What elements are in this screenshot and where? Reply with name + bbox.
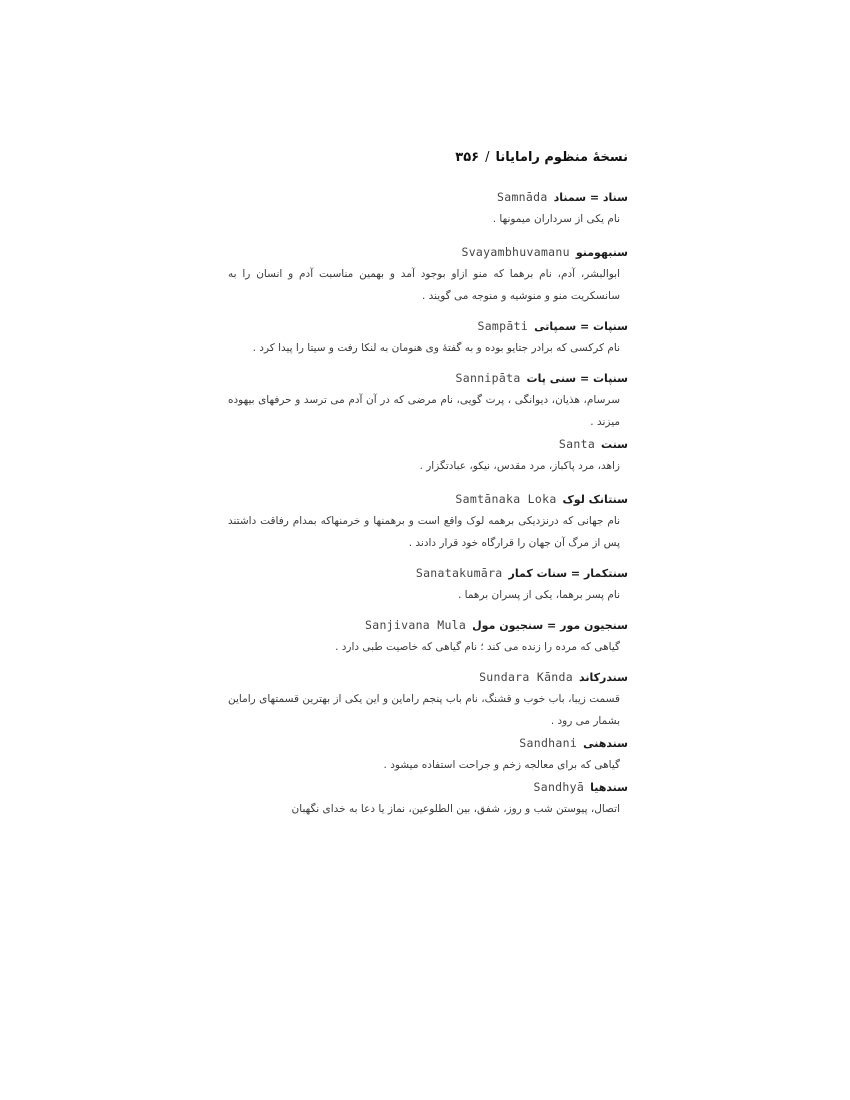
entry-definition: نام یکی از سرداران میمونها .	[492, 213, 620, 225]
entry-term: سناد = سمناد	[553, 191, 628, 204]
entry-transliteration: Sampāti	[477, 319, 529, 333]
entry-headline	[228, 614, 628, 634]
entry-headline	[228, 776, 628, 796]
entry-term: سنت	[601, 438, 628, 451]
entry-transliteration: Svayambhuvamanu	[461, 245, 570, 259]
entry-transliteration: Sandhyā	[533, 780, 585, 794]
entry-definition: اتصال، پیوستن شب و روز، شفق، بین الطلوعین، نماز یا دعا به خدای نگهبان	[291, 803, 620, 815]
entry-transliteration: Sundara Kānda	[479, 670, 573, 684]
page-number: ۳۵۶	[455, 150, 480, 165]
entry-term: سنپات = سمپاتی	[534, 320, 628, 333]
glossary-entry	[228, 315, 628, 359]
entry-headline	[228, 732, 628, 752]
entry-headline	[228, 562, 628, 582]
glossary-entries	[228, 186, 628, 820]
glossary-entry	[228, 614, 628, 658]
entry-definition: گیاهی که برای معالجه زخم و جراحت استفاده میشود .	[383, 759, 620, 771]
entry-definition: قسمت زیبا، باب خوب و قشنگ، نام باب پنجم راماین و این یکی از بهترین قسمتهای راماین بشمار می رود .	[228, 693, 620, 727]
entry-headline	[228, 488, 628, 508]
entry-term: سنجیون مور = سنجیون مول	[472, 619, 628, 632]
entry-definition: گیاهی که مرده را زنده می کند ؛ نام گیاهی که خاصیت طبی دارد .	[335, 641, 620, 653]
entry-headline	[228, 666, 628, 686]
entry-term: سنبهومنو	[575, 246, 628, 259]
header-title: نسخهٔ منظوم رامایانا	[495, 150, 628, 165]
entry-definition: نام کرکسی که برادر جتایو بوده و به گفتهٔ وی هنومان به لنکا رفت و سیتا را پیدا کرد .	[252, 342, 620, 354]
entry-term: سنتانک لوک	[562, 493, 628, 506]
entry-term: سنپات = سنی پات	[526, 372, 628, 385]
entry-headline	[228, 367, 628, 387]
entry-headline	[228, 241, 628, 261]
entry-transliteration: Sannipāta	[455, 371, 521, 385]
entry-definition: نام پسر برهما، یکی از پسران برهما .	[457, 589, 620, 601]
entry-transliteration: Santa	[558, 437, 596, 451]
glossary-entry	[228, 186, 628, 230]
entry-definition: ابوالبشر، آدم، نام برهما که منو ازاو بوجود آمد و بهمین مناسبت آدم و انسان را به سانسکریت منو و منوشیه و منوجه می گویند .	[228, 268, 620, 302]
entry-headline	[228, 433, 628, 453]
entry-term: سندرکاند	[578, 671, 628, 684]
entry-definition: نام جهانی که درنزدیکی برهمه لوک واقع است و برهمنها و خرمنهاکه بمدام رفاقت داشتند پس از مرگ آن جهان را قرارگاه خود قرار دادند .	[228, 515, 620, 549]
entry-transliteration: Sanjivana Mula	[365, 618, 467, 632]
entry-transliteration: Samtānaka Loka	[455, 492, 557, 506]
glossary-entry	[228, 562, 628, 606]
glossary-entry	[228, 488, 628, 554]
glossary-entry	[228, 732, 628, 776]
running-header	[455, 150, 628, 165]
entry-headline	[228, 186, 628, 206]
glossary-entry	[228, 433, 628, 477]
entry-definition: زاهد، مرد پاکباز، مرد مقدس، نیکو، عبادتگزار .	[419, 460, 620, 472]
glossary-entry	[228, 367, 628, 433]
entry-transliteration: Samnāda	[497, 190, 548, 204]
entry-term: سندهیا	[590, 781, 628, 794]
entry-headline	[228, 315, 628, 335]
glossary-entry	[228, 666, 628, 732]
entry-term: سنتکمار = سنات کمار	[508, 567, 628, 580]
header-separator: /	[485, 150, 490, 165]
entry-transliteration: Sanatakumāra	[415, 566, 503, 580]
glossary-entry	[228, 776, 628, 820]
entry-definition: سرسام، هذیان، دیوانگی ، پرت گویی، نام مرضی که در آن آدم می ترسد و حرفهای بیهوده میزند .	[228, 394, 620, 428]
entry-transliteration: Sandhani	[519, 736, 578, 750]
glossary-entry	[228, 241, 628, 307]
entry-term: سندهنی	[583, 737, 628, 750]
